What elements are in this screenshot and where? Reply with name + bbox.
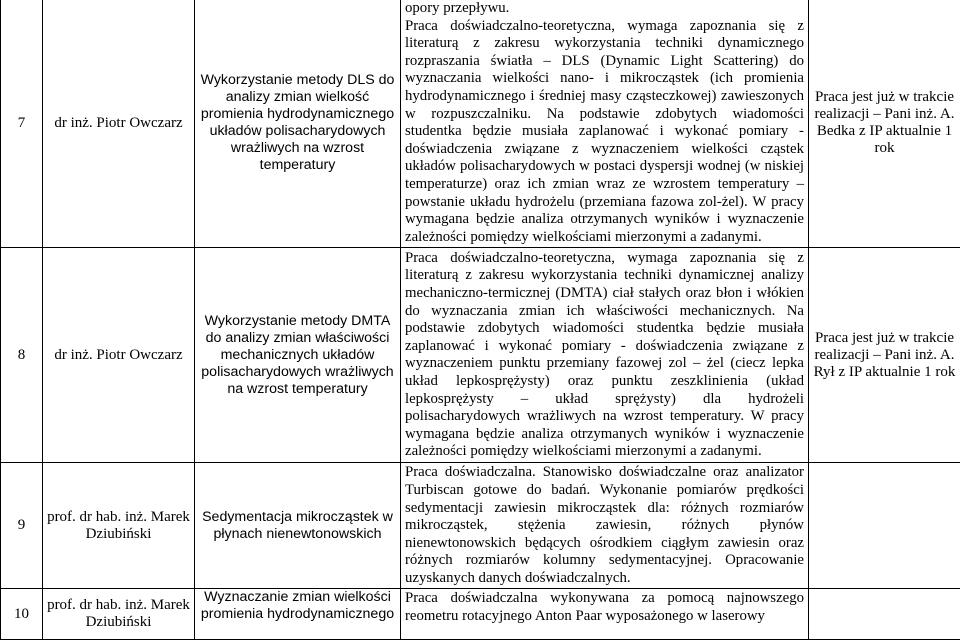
table-row (1, 463, 960, 589)
description-text: Praca doświadczalno-teoretyczna, wymaga zapoznania się z literaturą z zakresu wykorzystania techniki dynamicznego rozpraszania światła – DLS (Dynamic Light Scattering) do wyznaczania wielkości nano- i mikrocząstek (ich promienia hydrodynamicznego i średniej masy cząsteczkowej) zawieszonych w rozpuszczalniku. Na podstawie zdobytych wiadomości studentka będzie musiała zaplanować i wykonać pomiary - doświadczenia związane z wyznaczeniem wielkości cząstek układów polisacharydowych w postaci dyspersji wodnej (w niskiej temperaturze) oraz ich zmian wraz ze wzrostem temperatury – powstanie układu hydrożelu (przemiana fazowa zol-żel). W pracy wymagana będzie analiza otrzymanych wyników i wyznaczenie zależności pomiędzy wielkościami mierzonymi a zadanymi. (405, 18, 804, 247)
row-number: 7 (1, 0, 43, 248)
table-row (1, 248, 960, 463)
row-number: 9 (1, 463, 43, 589)
table-row (1, 589, 960, 640)
status-note: Praca jest już w trakcie realizacji – Pani inż. A. Bedka z IP aktualnie 1 rok (809, 0, 960, 248)
supervisor: prof. dr hab. inż. Marek Dziubiński (43, 589, 195, 640)
supervisor: dr inż. Piotr Owczarz (43, 248, 195, 463)
supervisor: prof. dr hab. inż. Marek Dziubiński (43, 463, 195, 589)
status-note: Praca jest już w trakcie realizacji – Pani inż. A. Rył z IP aktualnie 1 rok (809, 248, 960, 463)
topic-title: Sedymentacja mikrocząstek w płynach nienewtonowskich (195, 463, 401, 589)
supervisor: dr inż. Piotr Owczarz (43, 0, 195, 248)
topic-description: Praca doświadczalna. Stanowisko doświadczalne oraz analizator Turbiscan gotowe do badań. Wykonanie pomiarów prędkości sedymentacji zawiesin mikrocząstek dla: różnych rozmiarów mikrocząstek, stężenia zawiesin, różnych płynów nienewtonowskich będących ośrodkiem ciągłym zawiesin oraz różnych rozmiarów kolumny sedymentacyjnej. Opracowanie uzyskanych danych doświadczalnych. (401, 463, 809, 589)
topic-title: Wykorzystanie metody DMTA do analizy zmian właściwości mechanicznych układów polisacharydowych wrażliwych na wzrost temperatury (195, 248, 401, 463)
row-number: 10 (1, 589, 43, 640)
table-row (1, 0, 960, 248)
topic-title: Wykorzystanie metody DLS do analizy zmian wielkość promienia hydrodynamicznego układów polisacharydowych wrażliwych na wzrost temperatury (195, 0, 401, 248)
topic-description: Praca doświadczalno-teoretyczna, wymaga zapoznania się z literaturą z zakresu wykorzystania techniki dynamicznej analizy mechaniczno-termicznej (DMTA) ciał stałych oraz błon i włókien do wyznaczania zmian ich właściwości mechanicznych. Na podstawie zdobytych wiadomości studentka będzie musiała zaplanować i wykonać pomiary - doświadczenia związane z wyznaczeniem punktu przemiany fazowej zol – żel (ciecz lepka układ lepkosprężysty) oraz punktu zeszklinienia (układ lepkosprężysty – układ sprężysty) dla hydrożeli polisacharydowych wrażliwych na wzrost temperatury. W pracy wymagana będzie analiza otrzymanych wyników i wyznaczenie zależności pomiędzy wielkościami mierzonymi a zadanymi. (401, 248, 809, 463)
status-note (809, 589, 960, 640)
status-note (809, 463, 960, 589)
previous-description-tail: opory przepływu. (405, 0, 804, 18)
row-number: 8 (1, 248, 43, 463)
topic-description (401, 0, 809, 248)
topic-title: Wyznaczanie zmian wielkości promienia hydrodynamicznego (195, 589, 401, 640)
topic-description: Praca doświadczalna wykonywana za pomocą najnowszego reometru rotacyjnego Anton Paar wyposażonego w laserowy (401, 589, 809, 640)
